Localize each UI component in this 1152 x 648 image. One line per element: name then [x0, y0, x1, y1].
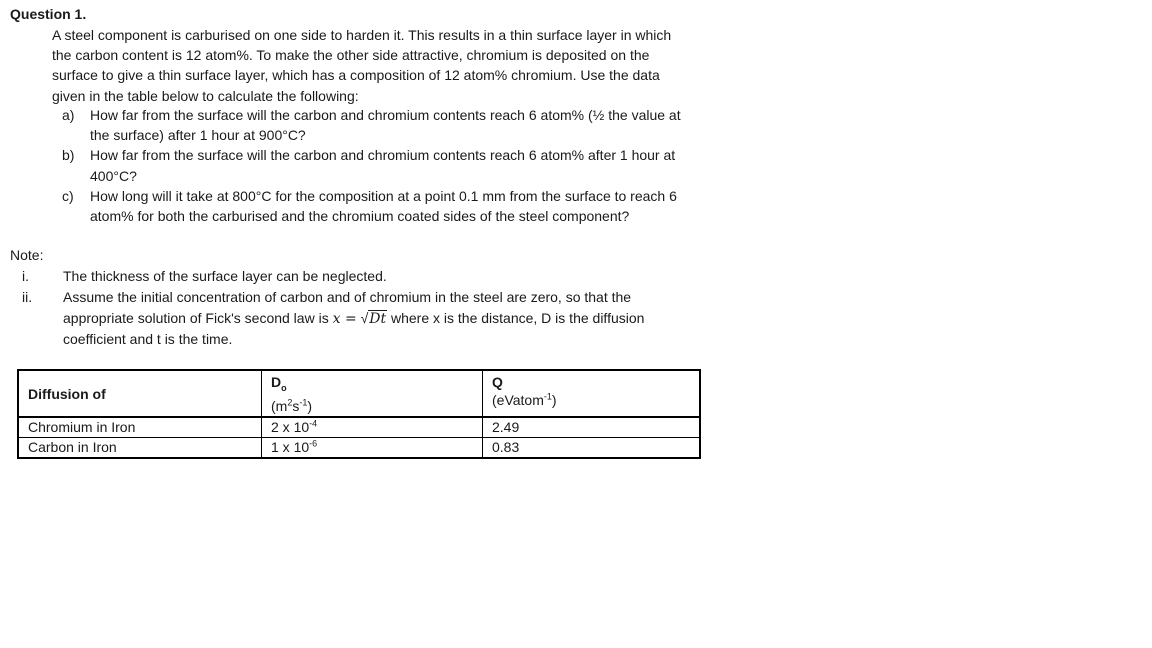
question-title: Question 1.: [10, 6, 87, 22]
diffusion-table: [17, 369, 701, 459]
note-text: The thickness of the surface layer can be neglected.: [63, 268, 387, 284]
d0-unit: $(m^2s^{-1})$: [271, 397, 313, 414]
question-part-b: [62, 145, 702, 185]
table-cell-d0: 2 x $10^{-4}$: [262, 417, 483, 438]
question-part-a: [62, 105, 702, 145]
note-item: [20, 287, 700, 350]
note-number: ii.: [22, 288, 33, 305]
part-label: a): [62, 107, 75, 123]
table-cell-name: Carbon in Iron: [18, 437, 262, 458]
table-cell-name: Chromium in Iron: [18, 417, 262, 438]
note-text-before: Assume the initial concentration of carbon and of chromium in the steel are zero, so that the appropriate solution of Fick's second law is: [63, 288, 632, 326]
q-unit: (eVatom$^{-1}$): [492, 391, 557, 408]
row-header-cell: Diffusion of: [18, 370, 262, 417]
question-parts: [62, 105, 702, 226]
table-row: [18, 437, 700, 458]
formula-lhs: x =: [332, 310, 357, 327]
question-part-c: [62, 186, 702, 226]
q-header-cell: [483, 370, 701, 417]
d0-header-cell: [262, 370, 483, 417]
d0-header: $D_o$: [271, 374, 287, 393]
note-item: [20, 266, 700, 287]
part-text: How long will it take at 800°C for the composition at a point 0.1 mm from the surface to reach 6 atom% for both the carburised and the chromium coated sides of the steel component?: [90, 187, 677, 225]
formula-root: Dt: [369, 310, 387, 327]
table-row: [18, 417, 700, 438]
sqrt-icon: √: [360, 309, 369, 326]
part-label: c): [62, 187, 74, 204]
part-text: How far from the surface will the carbon and chromium contents reach 6 atom% after 1 hour at 400°C?: [90, 147, 676, 184]
table-cell-q: 0.83: [483, 437, 701, 458]
q-header: Q: [492, 374, 503, 390]
note-number: i.: [22, 268, 29, 284]
question-intro: A steel component is carburised on one side to harden it. This results in a thin surface layer in which the carbon content is 12 atom%. To make the other side attractive, chromium is deposited on the surface to give a thin surface layer, which has a composition of 12 atom% chromium. Use the data given in the table below to calculate the following:: [52, 27, 672, 104]
table-header-row: [18, 370, 700, 417]
table-cell-d0: 1 x $10^{-6}$: [262, 437, 483, 458]
notes-list: [20, 266, 700, 350]
note-heading: Note:: [10, 247, 44, 263]
note-text-after: where x is the distance, D is the diffusion coefficient and t is the time.: [63, 309, 645, 348]
part-text: How far from the surface will the carbon and chromium contents reach 6 atom% (½ the value at the surface) after 1 hour at 900°C?: [90, 107, 681, 144]
note-text: [63, 287, 693, 350]
table-cell-q: 2.49: [483, 417, 701, 438]
part-label: b): [62, 147, 75, 164]
